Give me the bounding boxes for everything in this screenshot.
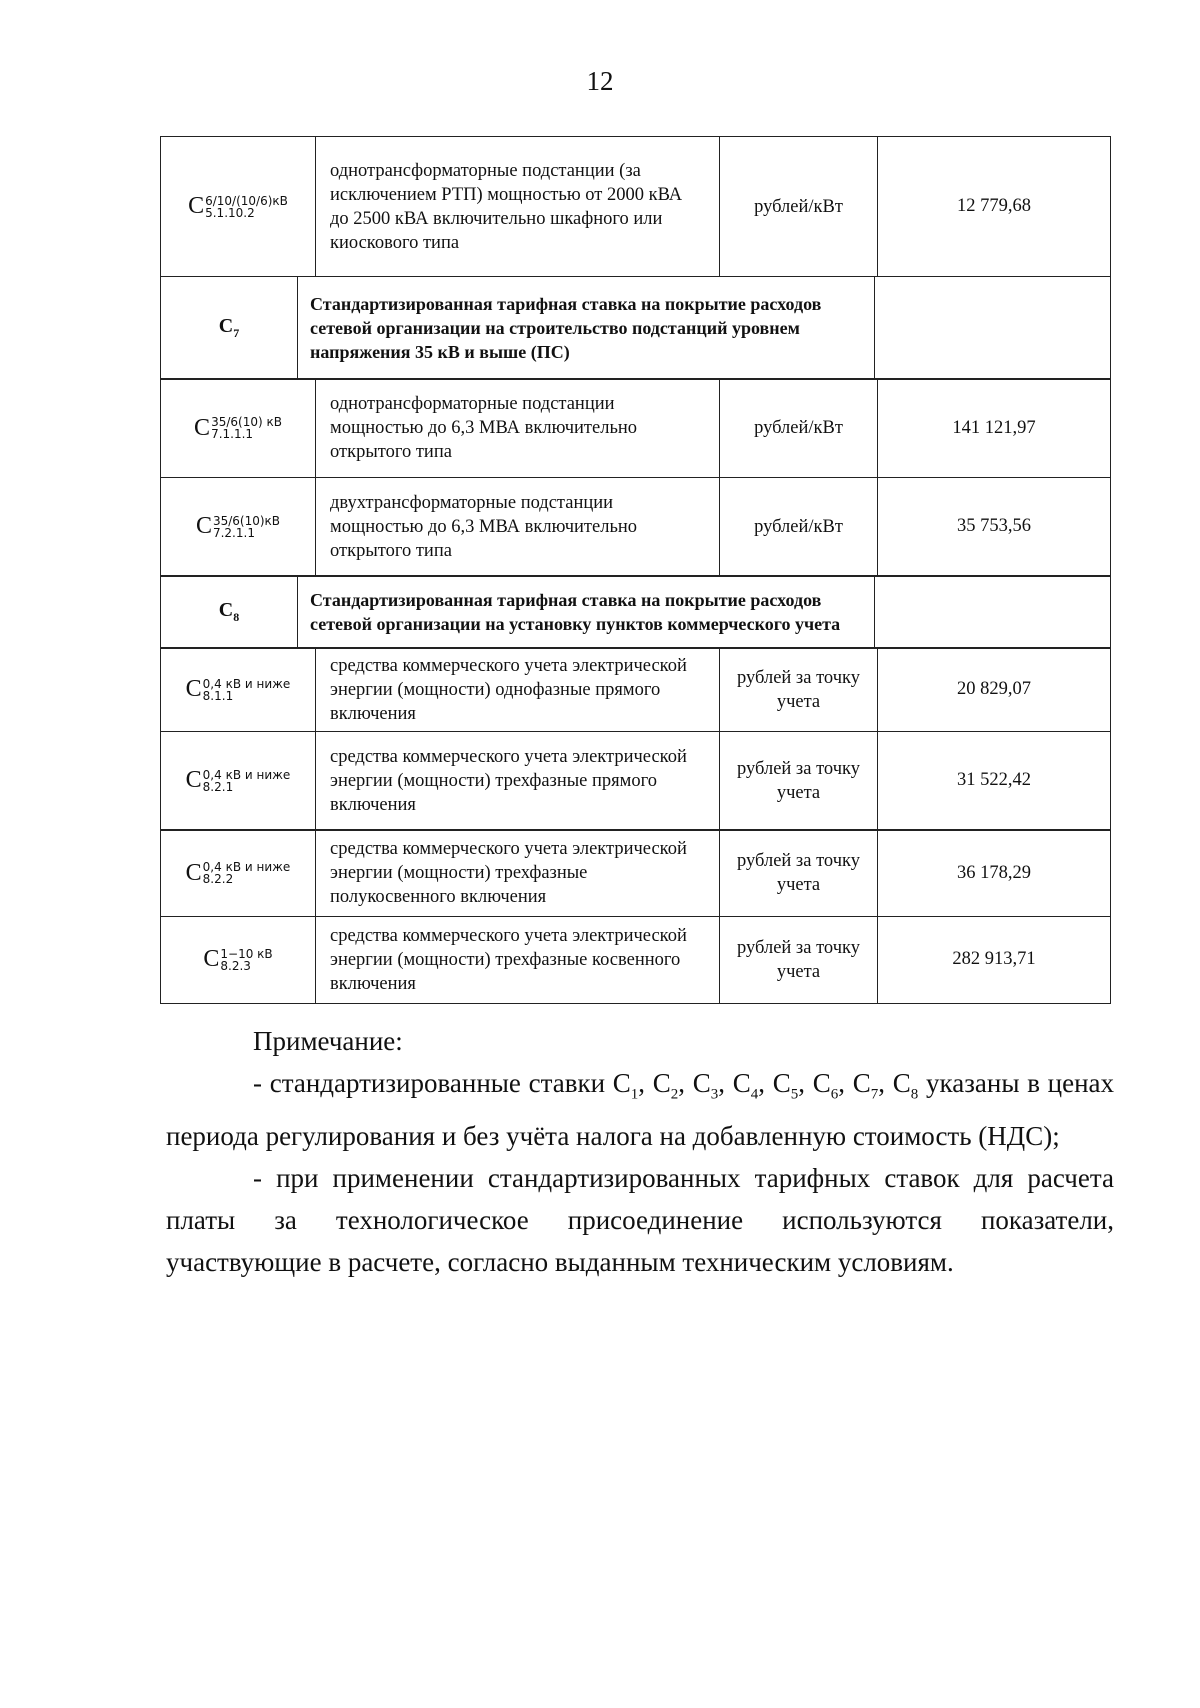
rate-description: средства коммерческого учета электрической энергии (мощности) однофазные прямого включения	[315, 648, 719, 731]
note-paragraph-application: - при применении стандартизированных тарифных ставок для расчета платы за технологическое присоединение используются показатели, участвующие в расчете, согласно выданным техническим условиям.	[166, 1163, 1114, 1278]
rate-code: C 35/6(10) кВ 7.1.1.1	[194, 414, 282, 442]
notes-section	[166, 1020, 1114, 1283]
table-row	[160, 136, 1111, 277]
rate-code: C 0,4 кВ и ниже 8.2.2	[185, 859, 291, 887]
rate-unit: рублей/кВт	[719, 478, 877, 576]
rate-code: C 0,4 кВ и ниже 8.2.1	[185, 767, 291, 794]
rate-code: C 1−10 кВ 8.2.3	[203, 946, 273, 973]
section-code: $C_7$	[218, 314, 240, 340]
rate-unit: рублей за точку учета	[719, 648, 877, 731]
empty-cell	[874, 277, 1110, 379]
rate-unit: рублей/кВт	[719, 137, 877, 276]
section-title: Стандартизированная тарифная ставка на покрытие расходов сетевой организации на установку пунктов коммерческого учета	[297, 576, 874, 648]
section-code: $C_8$	[218, 599, 240, 625]
rate-value: 35 753,56	[877, 478, 1110, 576]
rate-unit: рублей за точку учета	[719, 830, 877, 916]
section-header-row	[160, 575, 1111, 649]
rate-value: 141 121,97	[877, 379, 1110, 477]
rate-description: однотрансформаторные подстанции мощностью до 6,3 МВА включительно открытого типа	[315, 379, 719, 477]
rate-value: 12 779,68	[877, 137, 1110, 276]
rate-code: C 6/10/(10/6)кВ 5.1.10.2	[188, 193, 288, 220]
table-row	[160, 829, 1111, 917]
rate-unit: рублей/кВт	[719, 379, 877, 477]
rate-unit: рублей за точку учета	[719, 917, 877, 1003]
rate-code: C 35/6(10)кВ 7.2.1.1	[195, 513, 281, 540]
rate-unit: рублей за точку учета	[719, 732, 877, 830]
rate-value: 20 829,07	[877, 648, 1110, 731]
rate-value: 31 522,42	[877, 732, 1110, 830]
rate-description: средства коммерческого учета электрической энергии (мощности) трехфазные косвенного включения	[315, 917, 719, 1003]
section-title: Стандартизированная тарифная ставка на покрытие расходов сетевой организации на строительство подстанций уровнем напряжения 35 кВ и выше (ПС)	[297, 277, 874, 379]
table-row	[160, 916, 1111, 1004]
rate-description: однотрансформаторные подстанции (за исключением РТП) мощностью от 2000 кВА до 2500 кВА включительно шкафного или киоскового типа	[315, 137, 719, 276]
tariff-table	[160, 138, 1111, 1004]
section-header-row	[160, 276, 1111, 380]
notes-title: Примечание:	[253, 1026, 403, 1056]
table-row	[160, 477, 1111, 577]
table-row	[160, 731, 1111, 831]
rate-value: 36 178,29	[877, 830, 1110, 916]
rate-description: двухтрансформаторные подстанции мощностью до 6,3 МВА включительно открытого типа	[315, 478, 719, 576]
rate-description: средства коммерческого учета электрической энергии (мощности) трехфазные полукосвенного включения	[315, 830, 719, 916]
table-row	[160, 647, 1111, 732]
rate-code: C 0,4 кВ и ниже 8.1.1	[185, 676, 291, 703]
rate-value: 282 913,71	[877, 917, 1110, 1003]
note-paragraph-rates: - стандартизированные ставки $C_1$, $C_2$, $C_3$, $C_4$, $C_5$, $C_6$, $C_7$, $C_8$ указаны в ценах периода регулирования и без учёта налога на добавленную стоимость (НДС);	[166, 1068, 1115, 1152]
page-number: 12	[586, 66, 614, 96]
empty-cell	[874, 576, 1110, 648]
table-row	[160, 378, 1111, 478]
rate-description: средства коммерческого учета электрической энергии (мощности) трехфазные прямого включения	[315, 732, 719, 830]
